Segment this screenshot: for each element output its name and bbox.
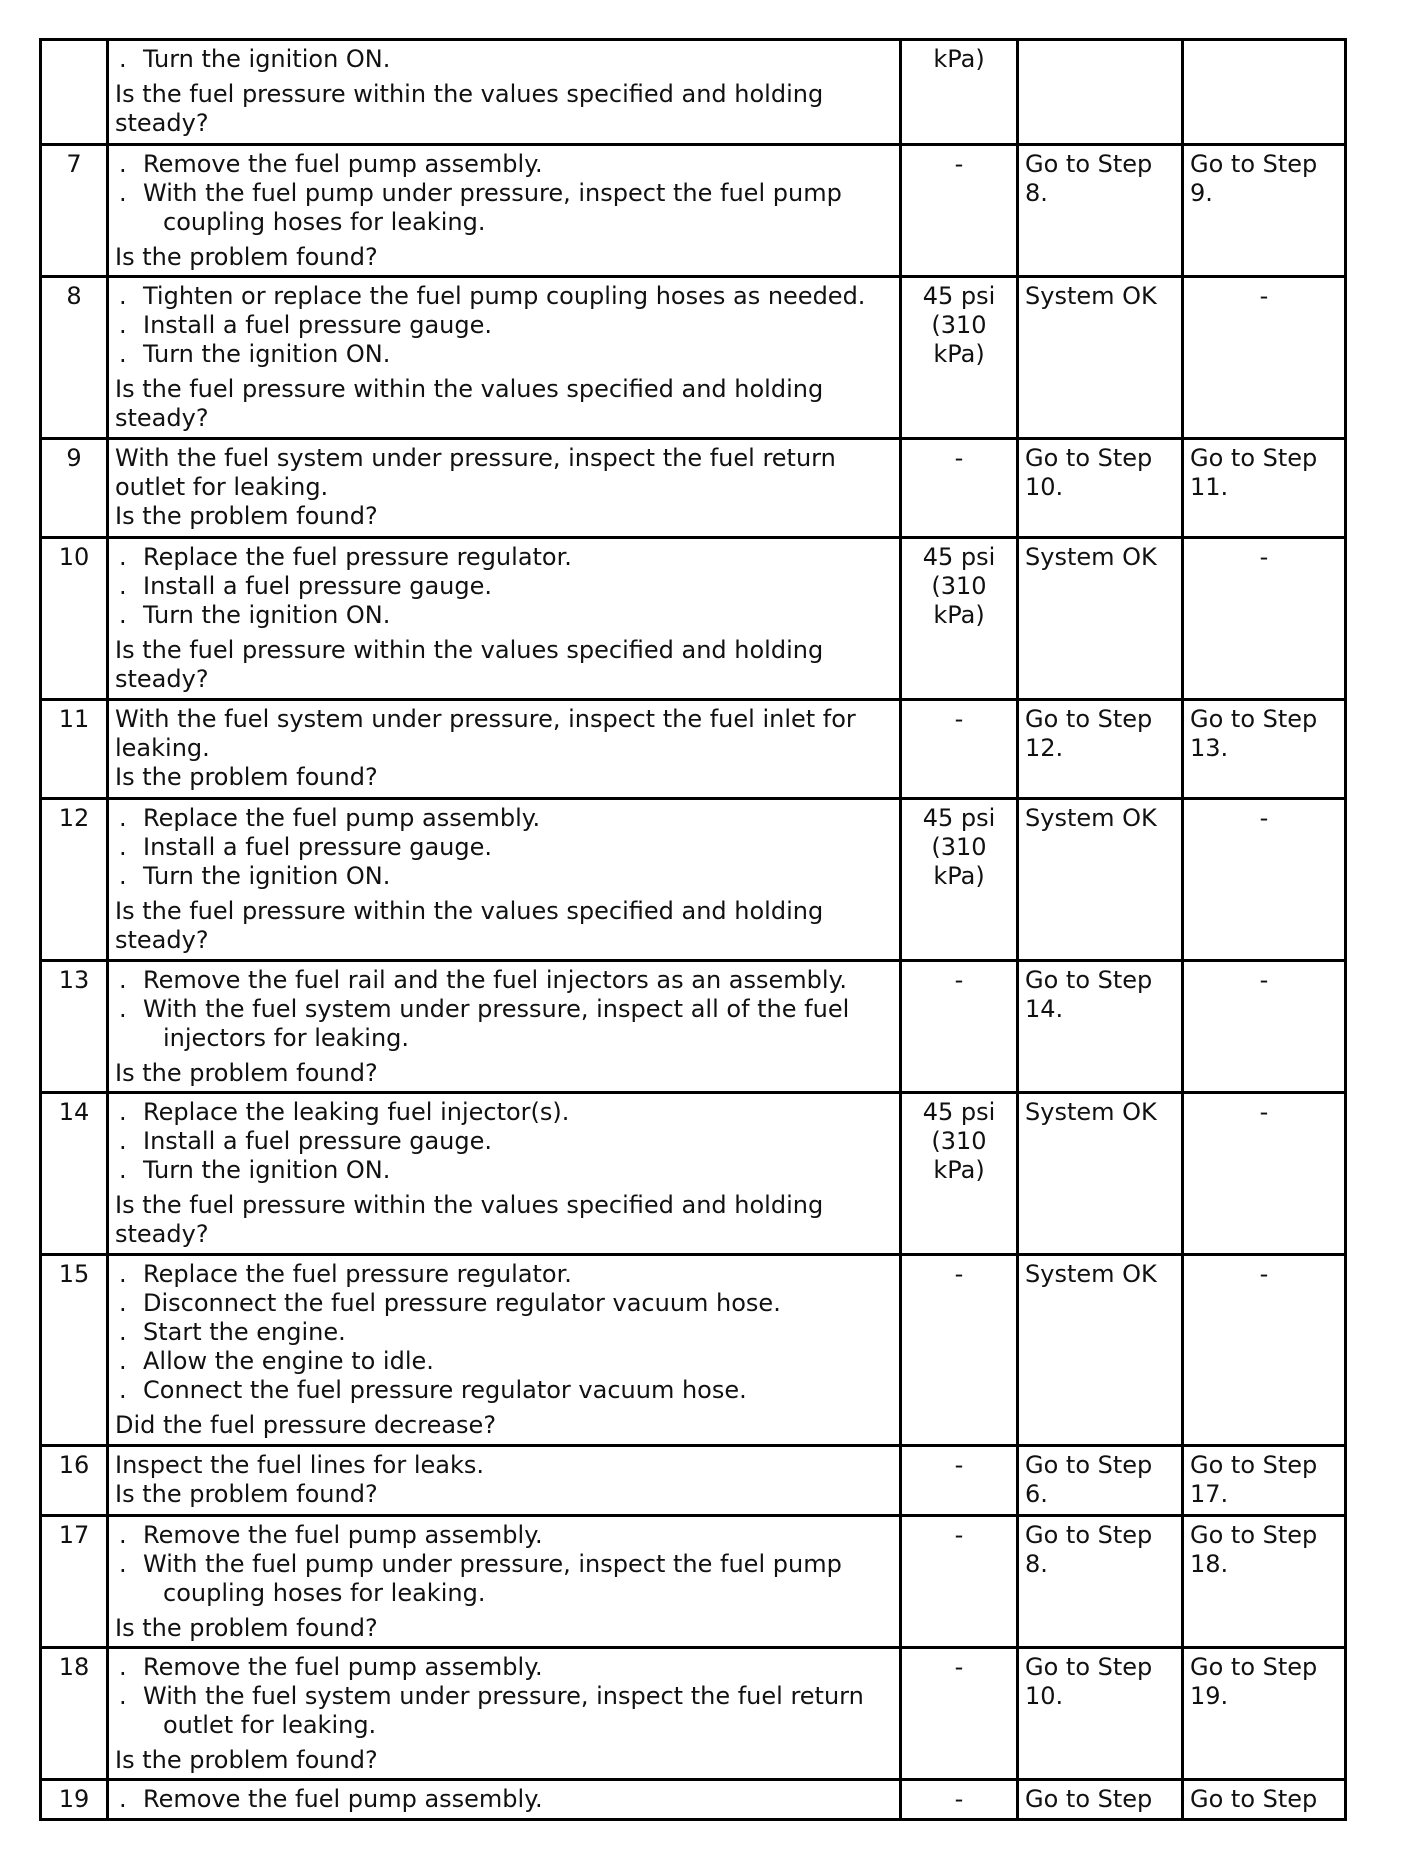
step-number-cell: 17 — [41, 1516, 108, 1648]
step-number-cell: 13 — [41, 961, 108, 1093]
action-text: With the fuel pump under pressure, inspect the fuel pump — [143, 1550, 842, 1578]
table-row — [41, 1446, 1346, 1516]
action-text: Turn the ignition ON. — [143, 340, 391, 368]
question-text: Is the problem found? — [115, 502, 378, 530]
value-cell: 45 psi (310 kPa) — [901, 799, 1018, 961]
question-text: Is the fuel pressure within the values specified and holding steady? — [115, 636, 824, 693]
action-item — [115, 1521, 893, 1550]
action-text: With the fuel system under pressure, inspect the fuel return — [143, 1682, 864, 1710]
action-text: Disconnect the fuel pressure regulator vacuum hose. — [143, 1289, 781, 1317]
action-text: With the fuel pump under pressure, inspect the fuel pump — [143, 179, 842, 207]
bullet-dot-icon: . — [119, 340, 127, 368]
question-text: Is the problem found? — [115, 1746, 378, 1774]
yes-result-cell: Go to Step 10. — [1018, 1648, 1183, 1780]
table-row — [41, 1648, 1346, 1780]
no-result-cell: - — [1183, 1093, 1346, 1255]
action-cell — [108, 439, 901, 538]
question-text: Is the problem found? — [115, 1480, 378, 1508]
action-item — [115, 543, 893, 572]
no-result-cell: Go to Step 13. — [1183, 700, 1346, 799]
action-item — [115, 282, 893, 311]
no-result-cell: - — [1183, 1255, 1346, 1446]
action-text: Remove the fuel pump assembly. — [143, 1785, 543, 1813]
action-cell — [108, 961, 901, 1093]
yes-result-cell: Go to Step 6. — [1018, 1446, 1183, 1516]
action-cell — [108, 40, 901, 145]
action-text: Turn the ignition ON. — [143, 862, 391, 890]
no-result-cell: - — [1183, 799, 1346, 961]
action-text: With the fuel system under pressure, inspect all of the fuel — [143, 995, 850, 1023]
action-text: Turn the ignition ON. — [143, 1156, 391, 1184]
bullet-dot-icon: . — [119, 1347, 127, 1375]
table-row — [41, 145, 1346, 277]
action-item — [115, 1653, 893, 1682]
action-lead-text: With the fuel system under pressure, inspect the fuel inlet for leaking. — [115, 705, 856, 762]
step-number-cell: 11 — [41, 700, 108, 799]
bullet-dot-icon: . — [119, 45, 127, 73]
no-result-cell: Go to Step — [1183, 1780, 1346, 1820]
step-number-cell: 7 — [41, 145, 108, 277]
action-item — [115, 150, 893, 179]
action-item — [115, 1260, 893, 1289]
no-result-cell — [1183, 40, 1346, 145]
no-result-cell: - — [1183, 538, 1346, 700]
bullet-dot-icon: . — [119, 601, 127, 629]
table-row — [41, 1255, 1346, 1446]
action-item — [115, 340, 893, 369]
question-text: Is the problem found? — [115, 763, 378, 791]
action-item — [115, 966, 893, 995]
value-cell: - — [901, 1446, 1018, 1516]
action-text: Replace the fuel pressure regulator. — [143, 543, 572, 571]
value-cell: 45 psi (310 kPa) — [901, 538, 1018, 700]
step-number-cell: 15 — [41, 1255, 108, 1446]
table-row — [41, 961, 1346, 1093]
action-cell — [108, 277, 901, 439]
action-item — [115, 1785, 893, 1814]
action-cell — [108, 1780, 901, 1820]
action-text: Tighten or replace the fuel pump coupling hoses as needed. — [143, 282, 866, 310]
no-result-cell: Go to Step 17. — [1183, 1446, 1346, 1516]
action-item — [115, 179, 893, 237]
bullet-dot-icon: . — [119, 1550, 127, 1578]
bullet-dot-icon: . — [119, 572, 127, 600]
action-item — [115, 804, 893, 833]
yes-result-cell: System OK — [1018, 277, 1183, 439]
bullet-dot-icon: . — [119, 833, 127, 861]
action-item — [115, 1098, 893, 1127]
step-number-cell: 14 — [41, 1093, 108, 1255]
yes-result-cell: Go to Step 10. — [1018, 439, 1183, 538]
bullet-dot-icon: . — [119, 282, 127, 310]
action-text: Remove the fuel rail and the fuel injectors as an assembly. — [143, 966, 847, 994]
action-item — [115, 1318, 893, 1347]
table-row — [41, 538, 1346, 700]
question-text: Did the fuel pressure decrease? — [115, 1411, 497, 1439]
action-text: Start the engine. — [143, 1318, 346, 1346]
table-row — [41, 700, 1346, 799]
value-cell: - — [901, 1255, 1018, 1446]
table-row — [41, 799, 1346, 961]
action-text: Remove the fuel pump assembly. — [143, 150, 543, 178]
value-cell: - — [901, 1780, 1018, 1820]
yes-result-cell: Go to Step 12. — [1018, 700, 1183, 799]
step-number-cell: 16 — [41, 1446, 108, 1516]
table-row — [41, 1093, 1346, 1255]
bullet-dot-icon: . — [119, 1127, 127, 1155]
action-cell — [108, 1516, 901, 1648]
fuel-system-diagnostic-table — [39, 38, 1347, 1821]
bullet-dot-icon: . — [119, 1653, 127, 1681]
action-text-continued: outlet for leaking. — [163, 1711, 377, 1739]
yes-result-cell: Go to Step 8. — [1018, 1516, 1183, 1648]
value-cell: - — [901, 439, 1018, 538]
step-number-cell: 12 — [41, 799, 108, 961]
question-text: Is the fuel pressure within the values specified and holding steady? — [115, 80, 824, 137]
action-item — [115, 601, 893, 630]
action-item — [115, 1127, 893, 1156]
yes-result-cell: System OK — [1018, 799, 1183, 961]
bullet-dot-icon: . — [119, 179, 127, 207]
diagnostic-table-page — [39, 38, 1344, 1821]
bullet-dot-icon: . — [119, 1289, 127, 1317]
value-cell: 45 psi (310 kPa) — [901, 1093, 1018, 1255]
no-result-cell: - — [1183, 277, 1346, 439]
action-item — [115, 833, 893, 862]
yes-result-cell: System OK — [1018, 538, 1183, 700]
bullet-dot-icon: . — [119, 995, 127, 1023]
value-cell: - — [901, 1516, 1018, 1648]
action-lead-text: With the fuel system under pressure, inspect the fuel return outlet for leaking. — [115, 444, 836, 501]
value-cell: - — [901, 1648, 1018, 1780]
step-number-cell: 9 — [41, 439, 108, 538]
value-cell: 45 psi (310 kPa) — [901, 277, 1018, 439]
value-cell: - — [901, 145, 1018, 277]
action-text: Connect the fuel pressure regulator vacuum hose. — [143, 1376, 747, 1404]
action-item — [115, 1682, 893, 1740]
step-number-cell: 8 — [41, 277, 108, 439]
bullet-dot-icon: . — [119, 1318, 127, 1346]
action-text: Install a fuel pressure gauge. — [143, 572, 493, 600]
action-item — [115, 572, 893, 601]
bullet-dot-icon: . — [119, 1376, 127, 1404]
yes-result-cell — [1018, 40, 1183, 145]
action-cell — [108, 1093, 901, 1255]
bullet-dot-icon: . — [119, 311, 127, 339]
question-text: Is the fuel pressure within the values specified and holding steady? — [115, 375, 824, 432]
action-text: Allow the engine to idle. — [143, 1347, 434, 1375]
action-text-continued: coupling hoses for leaking. — [163, 208, 486, 236]
action-text: Install a fuel pressure gauge. — [143, 1127, 493, 1155]
step-number-cell: 10 — [41, 538, 108, 700]
action-text-continued: coupling hoses for leaking. — [163, 1579, 486, 1607]
action-cell — [108, 1255, 901, 1446]
bullet-dot-icon: . — [119, 1785, 127, 1813]
bullet-dot-icon: . — [119, 1098, 127, 1126]
no-result-cell: Go to Step 19. — [1183, 1648, 1346, 1780]
action-cell — [108, 1446, 901, 1516]
action-item — [115, 1156, 893, 1185]
action-item — [115, 995, 893, 1053]
action-text: Replace the fuel pressure regulator. — [143, 1260, 572, 1288]
action-text: Turn the ignition ON. — [143, 45, 391, 73]
action-text: Replace the fuel pump assembly. — [143, 804, 541, 832]
bullet-dot-icon: . — [119, 150, 127, 178]
action-item — [115, 862, 893, 891]
yes-result-cell: System OK — [1018, 1255, 1183, 1446]
yes-result-cell: Go to Step — [1018, 1780, 1183, 1820]
bullet-dot-icon: . — [119, 1682, 127, 1710]
action-cell — [108, 538, 901, 700]
bullet-dot-icon: . — [119, 966, 127, 994]
table-row — [41, 40, 1346, 145]
action-cell — [108, 1648, 901, 1780]
table-row — [41, 1516, 1346, 1648]
table-row — [41, 439, 1346, 538]
yes-result-cell: System OK — [1018, 1093, 1183, 1255]
step-number-cell: 18 — [41, 1648, 108, 1780]
step-number-cell — [41, 40, 108, 145]
action-text: Replace the leaking fuel injector(s). — [143, 1098, 570, 1126]
value-cell: kPa) — [901, 40, 1018, 145]
yes-result-cell: Go to Step 14. — [1018, 961, 1183, 1093]
action-cell — [108, 799, 901, 961]
action-cell — [108, 700, 901, 799]
no-result-cell: Go to Step 9. — [1183, 145, 1346, 277]
action-text: Remove the fuel pump assembly. — [143, 1521, 543, 1549]
bullet-dot-icon: . — [119, 804, 127, 832]
table-row — [41, 277, 1346, 439]
bullet-dot-icon: . — [119, 1260, 127, 1288]
question-text: Is the problem found? — [115, 1059, 378, 1087]
bullet-dot-icon: . — [119, 1156, 127, 1184]
table-row — [41, 1780, 1346, 1820]
action-text: Turn the ignition ON. — [143, 601, 391, 629]
no-result-cell: Go to Step 18. — [1183, 1516, 1346, 1648]
question-text: Is the problem found? — [115, 243, 378, 271]
action-item — [115, 311, 893, 340]
action-text-continued: injectors for leaking. — [163, 1024, 410, 1052]
question-text: Is the fuel pressure within the values specified and holding steady? — [115, 1191, 824, 1248]
question-text: Is the problem found? — [115, 1614, 378, 1642]
bullet-dot-icon: . — [119, 543, 127, 571]
no-result-cell: Go to Step 11. — [1183, 439, 1346, 538]
value-cell: - — [901, 700, 1018, 799]
value-cell: - — [901, 961, 1018, 1093]
bullet-dot-icon: . — [119, 1521, 127, 1549]
action-lead-text: Inspect the fuel lines for leaks. — [115, 1451, 485, 1479]
yes-result-cell: Go to Step 8. — [1018, 145, 1183, 277]
action-item — [115, 1550, 893, 1608]
action-item — [115, 1376, 893, 1405]
action-text: Install a fuel pressure gauge. — [143, 833, 493, 861]
action-item — [115, 45, 893, 74]
no-result-cell: - — [1183, 961, 1346, 1093]
action-text: Remove the fuel pump assembly. — [143, 1653, 543, 1681]
question-text: Is the fuel pressure within the values specified and holding steady? — [115, 897, 824, 954]
table-body — [41, 40, 1346, 1820]
action-item — [115, 1289, 893, 1318]
action-cell — [108, 145, 901, 277]
action-item — [115, 1347, 893, 1376]
action-text: Install a fuel pressure gauge. — [143, 311, 493, 339]
bullet-dot-icon: . — [119, 862, 127, 890]
step-number-cell: 19 — [41, 1780, 108, 1820]
